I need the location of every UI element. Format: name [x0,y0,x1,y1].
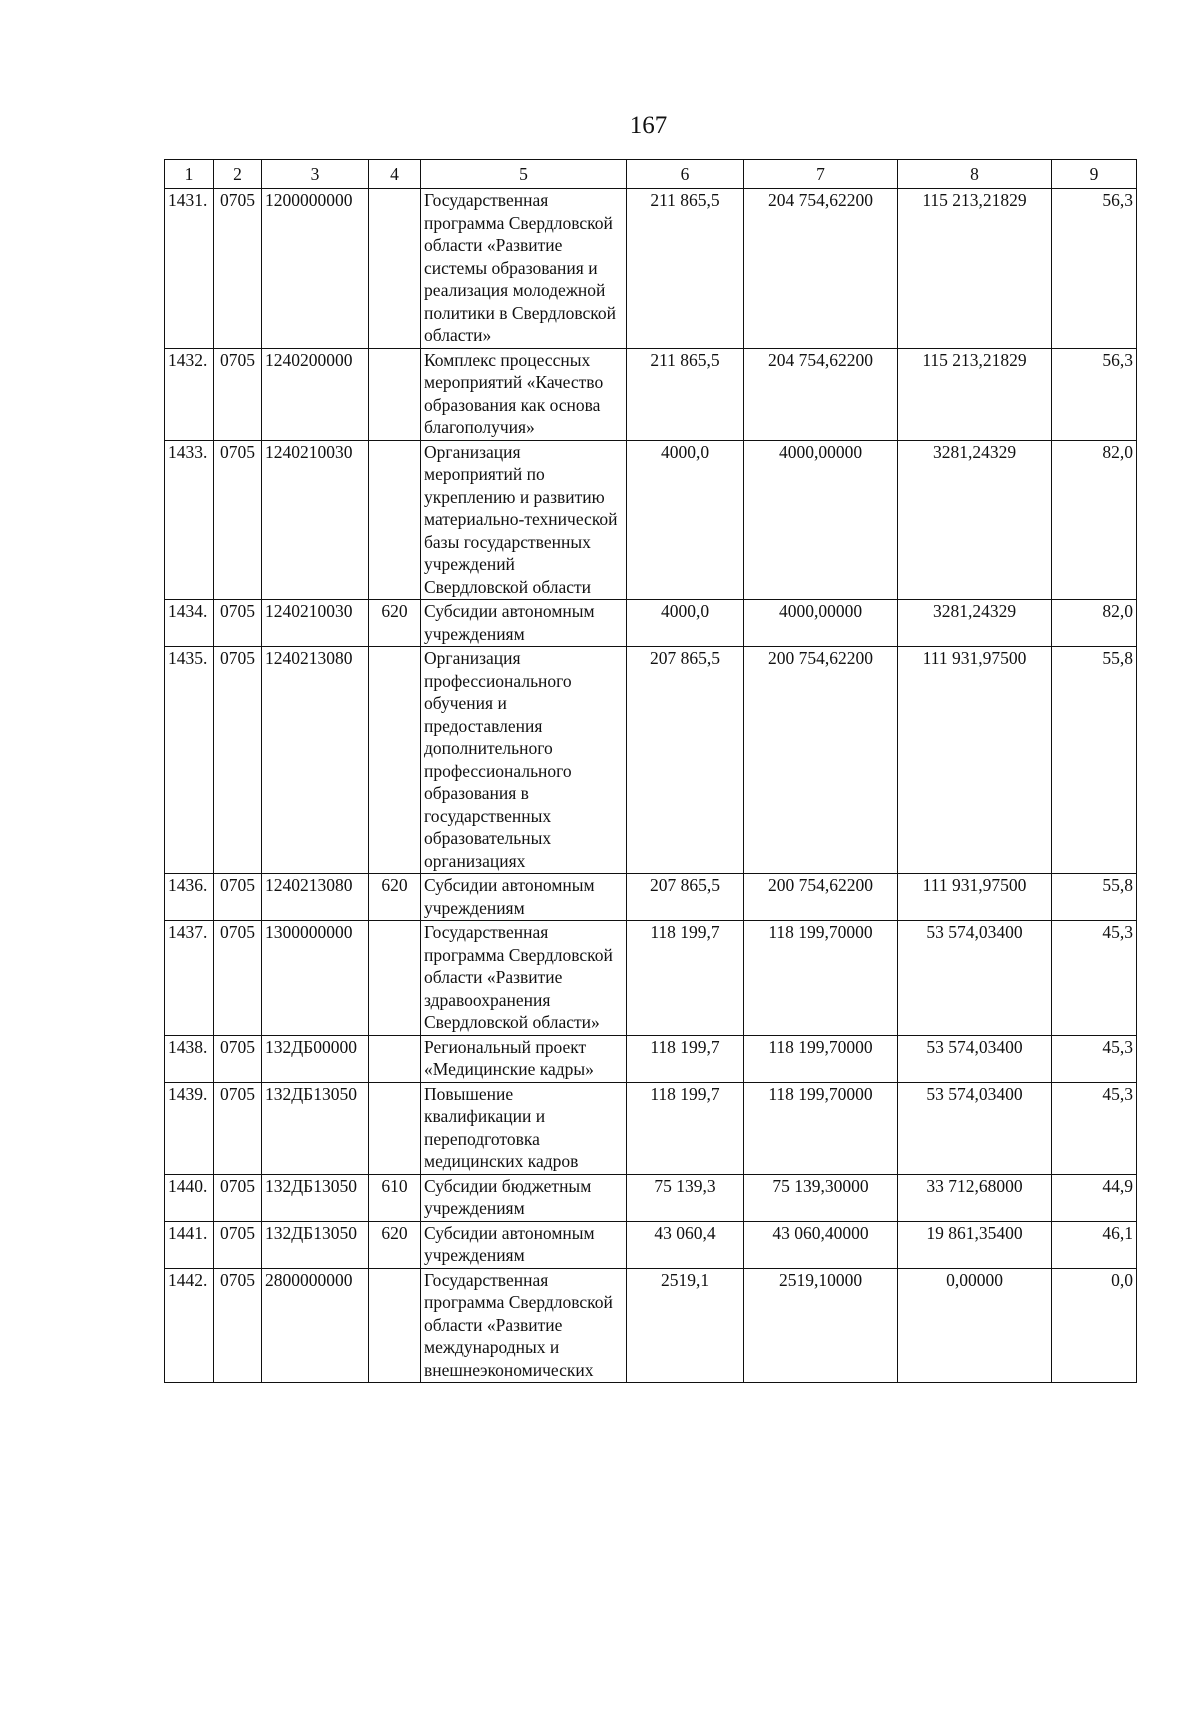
item-name: Субсидии автономным учреждениям [421,874,627,921]
row-number: 1432. [165,348,214,440]
section-code: 0705 [214,1035,262,1082]
value-col-7: 204 754,62200 [744,189,898,349]
section-code: 0705 [214,874,262,921]
expense-type-code [369,647,421,874]
value-col-6: 4000,0 [627,600,744,647]
target-article-code: 132ДБ13050 [262,1174,369,1221]
value-col-6: 211 865,5 [627,348,744,440]
section-code: 0705 [214,600,262,647]
section-code: 0705 [214,1082,262,1174]
execution-percent: 82,0 [1052,440,1137,600]
value-col-8: 19 861,35400 [898,1221,1052,1268]
value-col-7: 204 754,62200 [744,348,898,440]
header-cell: 5 [421,160,627,189]
table-row [165,1035,1137,1082]
table-row [165,348,1137,440]
expense-type-code [369,1082,421,1174]
execution-percent: 0,0 [1052,1268,1137,1383]
execution-percent: 44,9 [1052,1174,1137,1221]
table-row [165,600,1137,647]
row-number: 1433. [165,440,214,600]
value-col-6: 4000,0 [627,440,744,600]
budget-table [164,159,1137,1383]
value-col-7: 200 754,62200 [744,647,898,874]
target-article-code: 1240210030 [262,600,369,647]
item-name: Субсидии автономным учреждениям [421,600,627,647]
value-col-7: 4000,00000 [744,440,898,600]
value-col-7: 200 754,62200 [744,874,898,921]
item-name: Комплекс процессных мероприятий «Качество образования как основа благополучия» [421,348,627,440]
row-number: 1441. [165,1221,214,1268]
value-col-6: 118 199,7 [627,921,744,1036]
row-number: 1440. [165,1174,214,1221]
item-name: Государственная программа Свердловской области «Развитие международных и внешнеэкономических [421,1268,627,1383]
value-col-7: 118 199,70000 [744,1035,898,1082]
execution-percent: 45,3 [1052,921,1137,1036]
target-article-code: 1240213080 [262,647,369,874]
header-row [165,160,1137,189]
value-col-6: 118 199,7 [627,1035,744,1082]
table-row [165,440,1137,600]
target-article-code: 1240210030 [262,440,369,600]
row-number: 1442. [165,1268,214,1383]
row-number: 1434. [165,600,214,647]
target-article-code: 1200000000 [262,189,369,349]
header-cell: 7 [744,160,898,189]
row-number: 1436. [165,874,214,921]
execution-percent: 55,8 [1052,874,1137,921]
target-article-code: 1240200000 [262,348,369,440]
item-name: Повышение квалификации и переподготовка медицинских кадров [421,1082,627,1174]
item-name: Государственная программа Свердловской области «Развитие системы образования и реализация молодежной политики в Свердловской области» [421,189,627,349]
header-cell: 4 [369,160,421,189]
header-cell: 2 [214,160,262,189]
expense-type-code [369,921,421,1036]
header-cell: 6 [627,160,744,189]
execution-percent: 45,3 [1052,1082,1137,1174]
target-article-code: 132ДБ13050 [262,1221,369,1268]
row-number: 1439. [165,1082,214,1174]
value-col-6: 211 865,5 [627,189,744,349]
section-code: 0705 [214,189,262,349]
value-col-8: 111 931,97500 [898,647,1052,874]
section-code: 0705 [214,647,262,874]
target-article-code: 132ДБ13050 [262,1082,369,1174]
value-col-7: 75 139,30000 [744,1174,898,1221]
value-col-6: 207 865,5 [627,647,744,874]
value-col-8: 53 574,03400 [898,921,1052,1036]
header-cell: 1 [165,160,214,189]
value-col-6: 2519,1 [627,1268,744,1383]
value-col-7: 118 199,70000 [744,1082,898,1174]
value-col-8: 53 574,03400 [898,1035,1052,1082]
header-cell: 3 [262,160,369,189]
value-col-8: 0,00000 [898,1268,1052,1383]
section-code: 0705 [214,1268,262,1383]
value-col-8: 111 931,97500 [898,874,1052,921]
value-col-6: 43 060,4 [627,1221,744,1268]
value-col-7: 4000,00000 [744,600,898,647]
expense-type-code [369,189,421,349]
expense-type-code: 620 [369,874,421,921]
execution-percent: 56,3 [1052,189,1137,349]
row-number: 1437. [165,921,214,1036]
value-col-8: 33 712,68000 [898,1174,1052,1221]
execution-percent: 55,8 [1052,647,1137,874]
section-code: 0705 [214,1221,262,1268]
row-number: 1438. [165,1035,214,1082]
item-name: Государственная программа Свердловской области «Развитие здравоохранения Свердловской области» [421,921,627,1036]
item-name: Организация профессионального обучения и предоставления дополнительного профессионального образования в государственных образовательных организациях [421,647,627,874]
execution-percent: 82,0 [1052,600,1137,647]
value-col-7: 43 060,40000 [744,1221,898,1268]
execution-percent: 46,1 [1052,1221,1137,1268]
table-row [165,647,1137,874]
row-number: 1431. [165,189,214,349]
table-row [165,1268,1137,1383]
header-cell: 9 [1052,160,1137,189]
section-code: 0705 [214,440,262,600]
page-number: 167 [629,112,668,139]
header-cell: 8 [898,160,1052,189]
table-row [165,1174,1137,1221]
execution-percent: 56,3 [1052,348,1137,440]
value-col-7: 118 199,70000 [744,921,898,1036]
value-col-6: 207 865,5 [627,874,744,921]
target-article-code: 2800000000 [262,1268,369,1383]
expense-type-code: 620 [369,600,421,647]
value-col-8: 3281,24329 [898,600,1052,647]
value-col-6: 75 139,3 [627,1174,744,1221]
item-name: Субсидии бюджетным учреждениям [421,1174,627,1221]
table-row [165,1082,1137,1174]
expense-type-code [369,348,421,440]
target-article-code: 132ДБ00000 [262,1035,369,1082]
expense-type-code: 620 [369,1221,421,1268]
value-col-8: 115 213,21829 [898,348,1052,440]
value-col-8: 115 213,21829 [898,189,1052,349]
section-code: 0705 [214,348,262,440]
table-row [165,1221,1137,1268]
item-name: Субсидии автономным учреждениям [421,1221,627,1268]
table-row [165,189,1137,349]
table-row [165,874,1137,921]
item-name: Организация мероприятий по укреплению и развитию материально-технической базы государственных учреждений Свердловской области [421,440,627,600]
value-col-8: 3281,24329 [898,440,1052,600]
value-col-8: 53 574,03400 [898,1082,1052,1174]
expense-type-code [369,1268,421,1383]
section-code: 0705 [214,921,262,1036]
value-col-7: 2519,10000 [744,1268,898,1383]
item-name: Региональный проект «Медицинские кадры» [421,1035,627,1082]
expense-type-code [369,440,421,600]
execution-percent: 45,3 [1052,1035,1137,1082]
expense-type-code [369,1035,421,1082]
target-article-code: 1300000000 [262,921,369,1036]
target-article-code: 1240213080 [262,874,369,921]
table-row [165,921,1137,1036]
value-col-6: 118 199,7 [627,1082,744,1174]
section-code: 0705 [214,1174,262,1221]
expense-type-code: 610 [369,1174,421,1221]
row-number: 1435. [165,647,214,874]
